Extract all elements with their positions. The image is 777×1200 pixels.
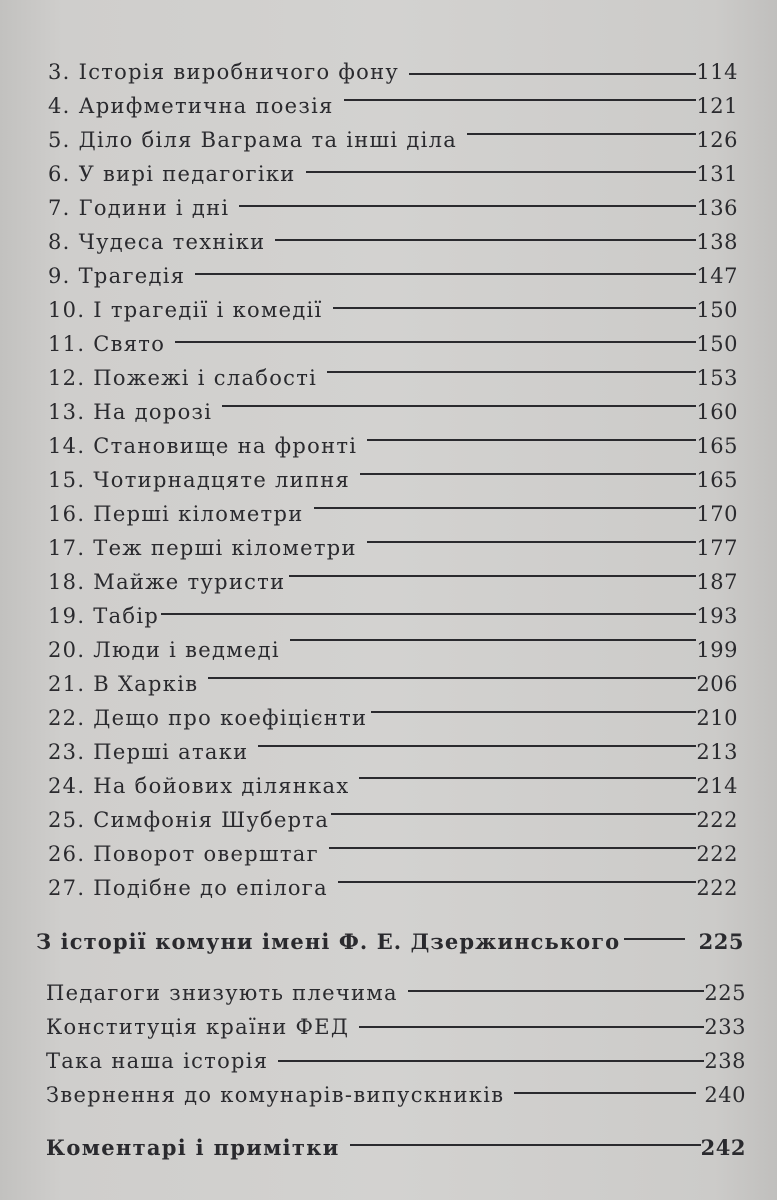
toc-entry [48, 493, 738, 527]
toc-leader-line [331, 813, 696, 815]
toc-entry-page: 238 [704, 1049, 746, 1073]
toc-leader-line [409, 73, 696, 75]
toc-leader-line [289, 575, 696, 577]
toc-entry-title: 25. Симфонія Шуберта [48, 808, 330, 832]
toc-leader-line [360, 473, 696, 475]
toc-entry-page: 193 [696, 604, 738, 628]
toc-entry-page: 114 [696, 60, 738, 84]
toc-leader-line [624, 938, 684, 940]
toc-entry [48, 187, 738, 221]
toc-entry [48, 697, 738, 731]
toc-entry-title: Коментарі і примітки [46, 1135, 340, 1160]
toc-entry [48, 357, 738, 391]
toc-entry-title: Педагоги знизують плечима [46, 981, 398, 1005]
toc-leader-line [258, 745, 696, 747]
toc-entry-title: 15. Чотирнадцяте липня [48, 468, 351, 492]
toc-leader-line [408, 990, 705, 992]
toc-entry [46, 1074, 746, 1108]
toc-entry-page: 222 [696, 808, 738, 832]
toc-entry-page: 150 [696, 332, 738, 356]
toc-entry-title: Звернення до комунарів-випускників [46, 1083, 505, 1107]
toc-entry-page: 131 [696, 162, 738, 186]
toc-entry [48, 425, 738, 459]
toc-entry-title: 21. В Харків [48, 672, 199, 696]
toc-entry-title: 24. На бойових ділянках [48, 774, 350, 798]
toc-entry-page: 222 [696, 876, 738, 900]
toc-leader-line [350, 1144, 701, 1146]
toc-entry [48, 731, 738, 765]
toc-entry-page: 199 [696, 638, 738, 662]
toc-leader-line [333, 307, 697, 309]
toc-entry [48, 221, 738, 255]
toc-entry [46, 972, 746, 1006]
toc-entry [46, 1006, 746, 1040]
toc-leader-line [359, 777, 696, 779]
toc-entry-title: 16. Перші кілометри [48, 502, 304, 526]
toc-entry-title: 8. Чудеса техніки [48, 230, 266, 254]
toc-entry-title: 27. Подібне до епілога [48, 876, 328, 900]
toc-leader-line [175, 341, 696, 343]
toc-entry [48, 833, 738, 867]
toc-entry [48, 527, 738, 561]
toc-final-entry [46, 1126, 746, 1160]
toc-entry [48, 51, 738, 85]
toc-entry-page: 153 [696, 366, 738, 390]
toc-leader-line [161, 613, 696, 615]
toc-entry-page: 121 [696, 94, 738, 118]
toc-entry-page: 136 [696, 196, 738, 220]
toc-entry [48, 323, 738, 357]
toc-entry-page: 213 [696, 740, 738, 764]
toc-leader-line [208, 677, 696, 679]
toc-entry-page: 214 [696, 774, 738, 798]
toc-entry [48, 255, 738, 289]
toc-entry [48, 663, 738, 697]
toc-leader-line [327, 371, 696, 373]
toc-entry-page: 233 [704, 1015, 746, 1039]
toc-entry-title: 22. Дещо про коефіцієнти [48, 706, 368, 730]
toc-leader-line [467, 133, 696, 135]
toc-section-page: 225 [698, 929, 744, 954]
toc-entry-title: Конституція країни ФЕД [46, 1015, 350, 1039]
toc-entry-title: 5. Діло біля Ваграма та інші діла [48, 128, 458, 152]
toc-leader-line [514, 1092, 696, 1094]
toc-leader-line [290, 639, 697, 641]
toc-entry [48, 765, 738, 799]
toc-entry-page: 242 [700, 1135, 746, 1160]
toc-entry-title: 12. Пожежі і слабості [48, 366, 318, 390]
toc-entry-page: 165 [696, 434, 738, 458]
toc-entry [48, 561, 738, 595]
toc-section-heading [36, 920, 744, 954]
toc-leader-line [367, 541, 697, 543]
toc-entry-page: 147 [696, 264, 738, 288]
toc-entry-title: 3. Історія виробничого фону [48, 60, 400, 84]
toc-entry [48, 153, 738, 187]
toc-section-title: З історії комуни імені Ф. Е. Дзержинського [36, 929, 621, 954]
toc-leader-line [239, 205, 696, 207]
toc-entry-title: 19. Табір [48, 604, 160, 628]
toc-entry-page: 160 [696, 400, 738, 424]
toc-entry-title: 14. Становище на фронті [48, 434, 358, 458]
toc-leader-line [314, 507, 697, 509]
toc-entry-title: 11. Свято [48, 332, 166, 356]
toc-leader-line [367, 439, 696, 441]
toc-entry-page: 177 [696, 536, 738, 560]
toc-entry [48, 85, 738, 119]
toc-entry-title: 26. Поворот оверштаг [48, 842, 319, 866]
toc-entry [48, 289, 738, 323]
toc-entry-page: 187 [696, 570, 738, 594]
toc-entry-page: 222 [696, 842, 738, 866]
toc-entry [48, 799, 738, 833]
toc-leader-line [278, 1060, 704, 1062]
toc-entry-title: 10. І трагедії і комедії [48, 298, 323, 322]
toc-entry [48, 119, 738, 153]
toc-entry [48, 629, 738, 663]
toc-leader-line [222, 405, 696, 407]
toc-entry-page: 210 [696, 706, 738, 730]
toc-leader-line [275, 239, 696, 241]
toc-entry [48, 459, 738, 493]
toc-leader-line [306, 171, 697, 173]
toc-entry-title: 18. Майже туристи [48, 570, 286, 594]
toc-entry-title: 9. Трагедія [48, 264, 186, 288]
toc-leader-line [371, 711, 696, 713]
toc-entry-page: 225 [704, 981, 746, 1005]
toc-entry [48, 391, 738, 425]
toc-entry-page: 165 [696, 468, 738, 492]
toc-entry-page: 240 [704, 1083, 746, 1107]
toc-entry-title: 23. Перші атаки [48, 740, 249, 764]
toc-entry-title: 20. Люди і ведмеді [48, 638, 280, 662]
toc-entry-title: Така наша історія [46, 1049, 269, 1073]
toc-entry-page: 150 [696, 298, 738, 322]
toc-entry-page: 206 [696, 672, 738, 696]
toc-leader-line [195, 273, 696, 275]
toc-entry-page: 170 [696, 502, 738, 526]
toc-entry-page: 138 [696, 230, 738, 254]
toc-entry [48, 867, 738, 901]
toc-leader-line [329, 847, 697, 849]
toc-entry [48, 595, 738, 629]
toc-entry [46, 1040, 746, 1074]
toc-entry-title: 4. Арифметична поезія [48, 94, 334, 118]
toc-entry-title: 7. Години і дні [48, 196, 230, 220]
toc-leader-line [344, 99, 697, 101]
toc-entry-title: 6. У вирі педагогіки [48, 162, 296, 186]
toc-entry-page: 126 [696, 128, 738, 152]
toc-leader-line [338, 881, 696, 883]
toc-entry-title: 13. На дорозі [48, 400, 213, 424]
toc-leader-line [359, 1026, 704, 1028]
toc-entry-title: 17. Теж перші кілометри [48, 536, 357, 560]
